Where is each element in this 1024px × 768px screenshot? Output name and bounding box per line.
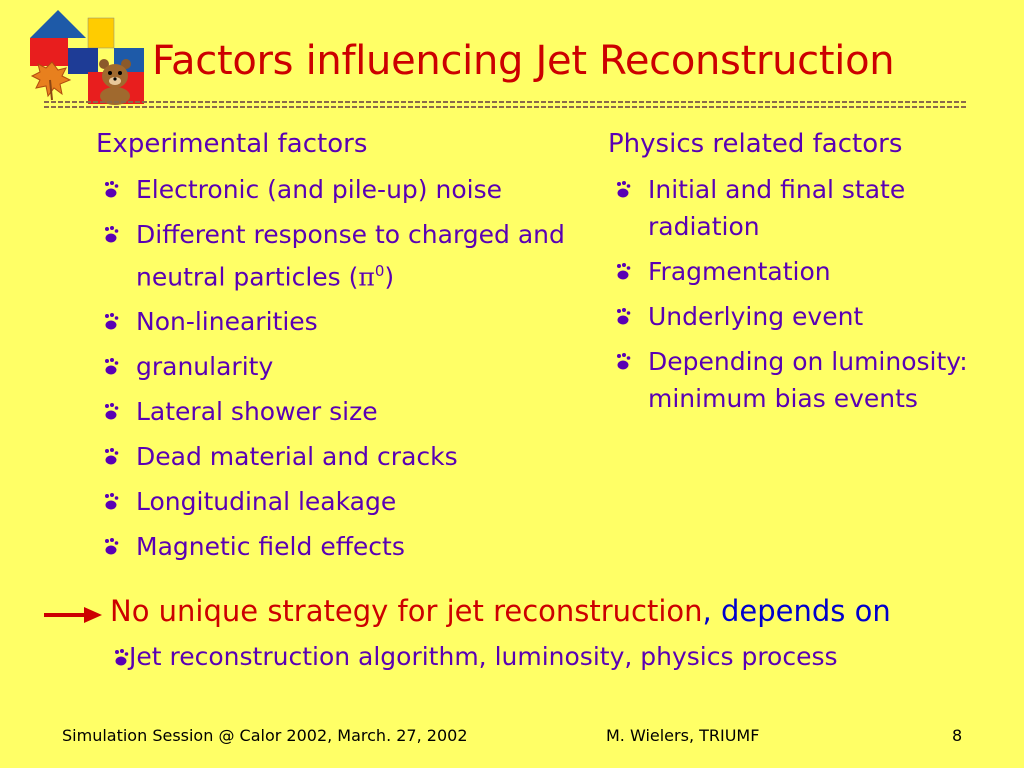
- paw-print-icon: [103, 226, 119, 244]
- list-item: Dead material and cracks: [136, 438, 566, 475]
- paw-print-icon: [103, 538, 119, 556]
- paw-print-icon: [103, 181, 119, 199]
- list-item: Magnetic field effects: [136, 528, 566, 565]
- experimental-factors-list: [96, 171, 566, 565]
- paw-print-icon: [103, 448, 119, 466]
- list-item: Underlying event: [648, 298, 968, 335]
- paw-print-icon: [113, 649, 129, 667]
- paw-print-icon: [103, 358, 119, 376]
- conclusion-statement: No unique strategy for jet reconstruction, depends on: [110, 594, 891, 628]
- bear-icon: [99, 59, 131, 105]
- slide-logo: [22, 8, 150, 108]
- footer-session: Simulation Session @ Calor 2002, March. 27, 2002: [62, 726, 468, 745]
- list-item: Fragmentation: [648, 253, 968, 290]
- list-item: Initial and final state radiation: [648, 171, 968, 245]
- list-item: Lateral shower size: [136, 393, 566, 430]
- list-item: Different response to charged and neutral particles $(\pi^0)$: [136, 216, 566, 295]
- slide-title: Factors influencing Jet Reconstruction: [152, 38, 895, 84]
- right-arrow-icon: [44, 606, 102, 624]
- physics-factors-list: [608, 171, 968, 417]
- title-divider: [44, 101, 966, 109]
- list-item: Non-linearities: [136, 303, 566, 340]
- experimental-factors-column: [96, 128, 566, 573]
- maple-leaf-icon: [32, 62, 70, 100]
- paw-print-icon: [103, 493, 119, 511]
- list-item: Depending on luminosity: minimum bias events: [648, 343, 968, 417]
- conclusion-sub-item: Jet reconstruction algorithm, luminosity, physics process: [113, 642, 838, 671]
- list-item: granularity: [136, 348, 566, 385]
- list-item: Electronic (and pile-up) noise: [136, 171, 566, 208]
- physics-factors-column: [608, 128, 998, 425]
- paw-print-icon: [615, 308, 631, 326]
- experimental-factors-heading: Experimental factors: [96, 129, 368, 159]
- list-item: Longitudinal leakage: [136, 483, 566, 520]
- footer-author: M. Wielers, TRIUMF: [606, 726, 760, 745]
- paw-print-icon: [615, 181, 631, 199]
- paw-print-icon: [103, 313, 119, 331]
- paw-print-icon: [615, 263, 631, 281]
- paw-print-icon: [615, 353, 631, 371]
- page-number: 8: [952, 726, 963, 745]
- physics-factors-heading: Physics related factors: [608, 129, 903, 159]
- paw-print-icon: [103, 403, 119, 421]
